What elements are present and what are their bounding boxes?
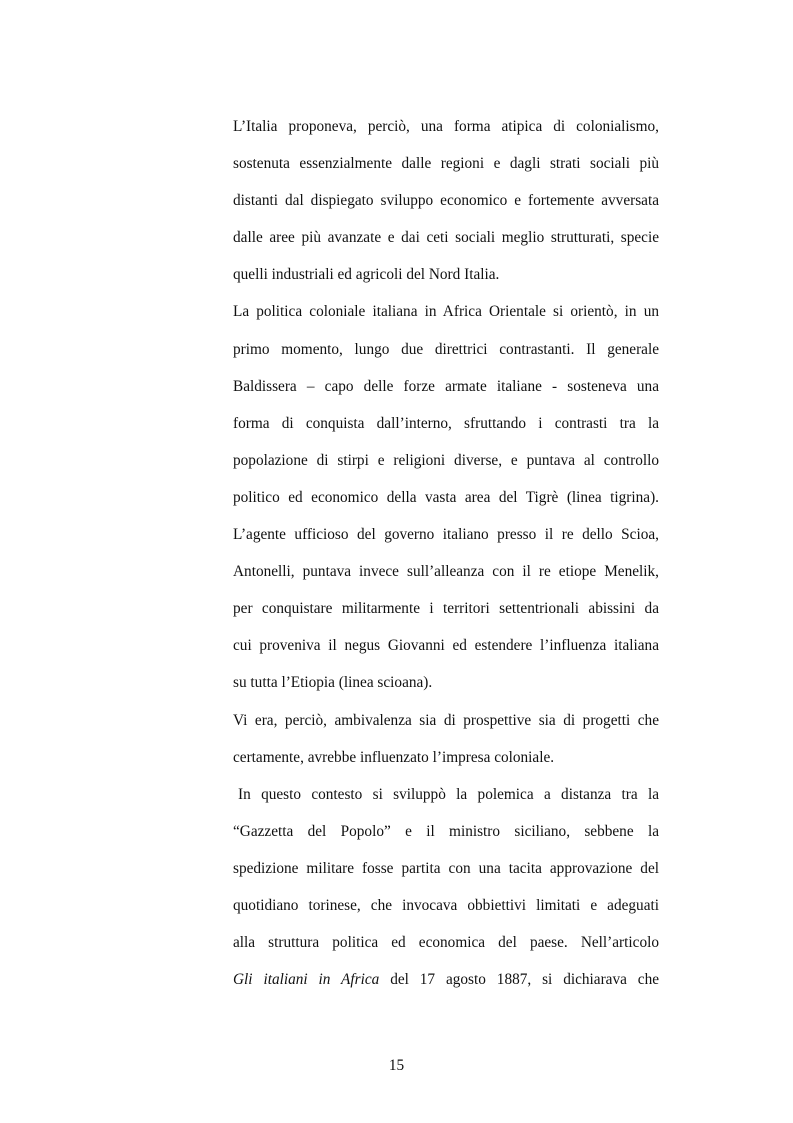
paragraph-4 — [233, 776, 659, 999]
article-title-part-1: Gli — [233, 971, 253, 989]
paragraph-1 — [233, 108, 659, 293]
text-line: primo momento, lungo due direttrici contrastanti. Il generale — [233, 340, 659, 358]
text-line: L’agente ufficioso del governo italiano presso il re dello Scioa, — [233, 526, 659, 544]
text-line: certamente, avrebbe influenzato l’impresa coloniale. — [233, 748, 555, 766]
text-line: spedizione militare fosse partita con una tacita approvazione del — [233, 859, 659, 877]
text-line: “Gazzetta del Popolo” e il ministro siciliano, sebbene la — [233, 822, 659, 840]
paragraph-2 — [233, 293, 659, 701]
paragraph-3 — [233, 702, 659, 776]
text-line: La politica coloniale italiana in Africa Orientale si orientò, in un — [233, 303, 659, 321]
text-line: quelli industriali ed agricoli del Nord Italia. — [233, 266, 500, 284]
text-line: su tutta l’Etiopia (linea scioana). — [233, 674, 433, 692]
text-line: dalle aree più avanzate e dai ceti sociali meglio strutturati, specie — [233, 229, 659, 247]
text-line: L’Italia proponeva, perciò, una forma atipica di colonialismo, — [233, 118, 659, 135]
text-line: per conquistare militarmente i territori settentrionali abissini da — [233, 600, 659, 618]
text-line-with-title — [233, 961, 659, 998]
text-line: alla struttura politica ed economica del paese. Nell’articolo — [233, 934, 659, 952]
text-line: forma di conquista dall’interno, sfruttando i contrasti tra la — [233, 414, 659, 432]
article-title-part-2: italiani in Africa — [263, 971, 380, 989]
page-number: 15 — [388, 1057, 405, 1074]
text-line: In questo contesto si sviluppò la polemica a distanza tra la — [238, 785, 659, 803]
text-line: sostenuta essenzialmente dalle regioni e dagli strati sociali più — [233, 155, 659, 173]
text-line: politico ed economico della vasta area del Tigrè (linea tigrina). — [233, 488, 659, 506]
text-line: Vi era, perciò, ambivalenza sia di prospettive sia di progetti che — [233, 711, 659, 729]
text-line: Antonelli, puntava invece sull’alleanza con il re etiope Menelik, — [233, 563, 659, 581]
text-line: quotidiano torinese, che invocava obbiettivi limitati e adeguati — [233, 896, 659, 914]
text-line: Baldissera – capo delle forze armate italiane - sosteneva una — [233, 377, 659, 395]
text-line: cui proveniva il negus Giovanni ed estendere l’influenza italiana — [233, 637, 659, 655]
text-line: popolazione di stirpi e religioni diverse, e puntava al controllo — [233, 451, 659, 469]
text-line: distanti dal dispiegato sviluppo economico e fortemente avversata — [233, 192, 659, 210]
body-text — [233, 108, 659, 998]
text-after-title: del 17 agosto 1887, si dichiarava che — [390, 971, 660, 989]
